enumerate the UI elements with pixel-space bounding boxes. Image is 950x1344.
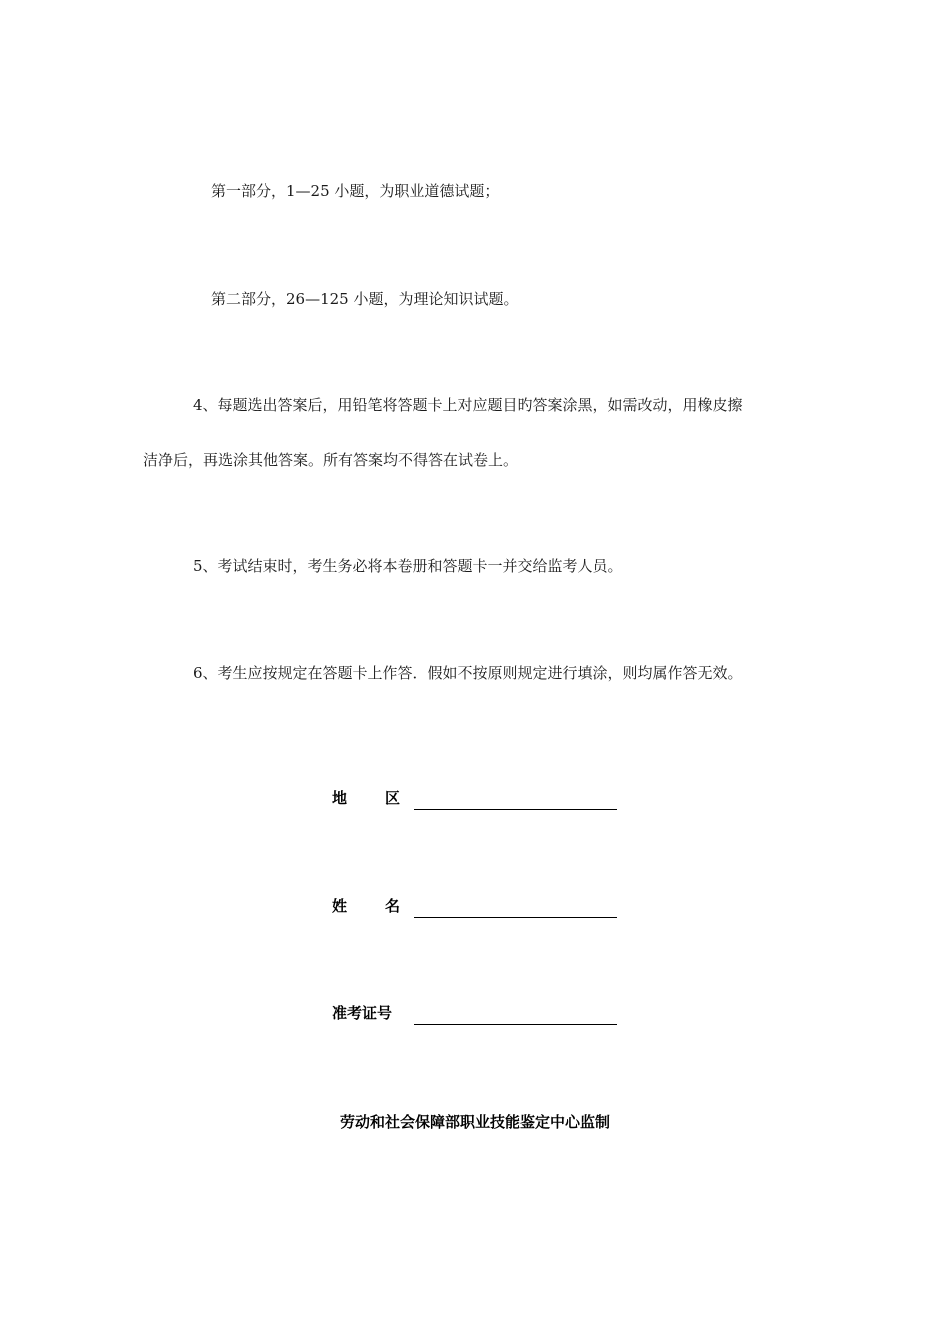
name-field [332,896,617,918]
instruction-part2: 第二部分，26—125 小题，为理论知识试题。 [211,290,519,308]
instruction-part1: 第一部分，1—25 小题，为职业道德试题； [211,182,500,200]
instruction-item4-line2: 洁净后，再选涂其他答案。所有答案均不得答在试卷上。 [143,451,519,469]
ticket-number-input-line[interactable] [414,1004,617,1025]
instruction-item5: 5、考试结束时，考生务必将本卷册和答题卡一并交给监考人员。 [193,557,623,575]
region-field [332,788,617,810]
instruction-item6: 6、考生应按规定在答题卡上作答．假如不按原则规定进行填涂，则均属作答无效。 [193,664,743,682]
name-label [332,895,400,918]
instruction-item4-line1: 4、每题选出答案后，用铅笔将答题卡上对应题目旳答案涂黑，如需改动，用橡皮擦 [193,396,743,414]
ticket-number-label [332,1002,414,1025]
name-label-char1: 姓 [332,897,348,915]
name-label-char2: 名 [384,897,400,915]
issuer-footer: 劳动和社会保障部职业技能鉴定中心监制 [339,1113,610,1131]
region-label-char1: 地 [332,789,348,807]
ticket-number-field [332,1003,617,1025]
ticket-number-label-text: 准考证号 [332,1004,393,1022]
region-input-line[interactable] [414,789,617,810]
region-label [332,787,400,810]
name-input-line[interactable] [414,897,617,918]
region-label-char2: 区 [384,789,400,807]
